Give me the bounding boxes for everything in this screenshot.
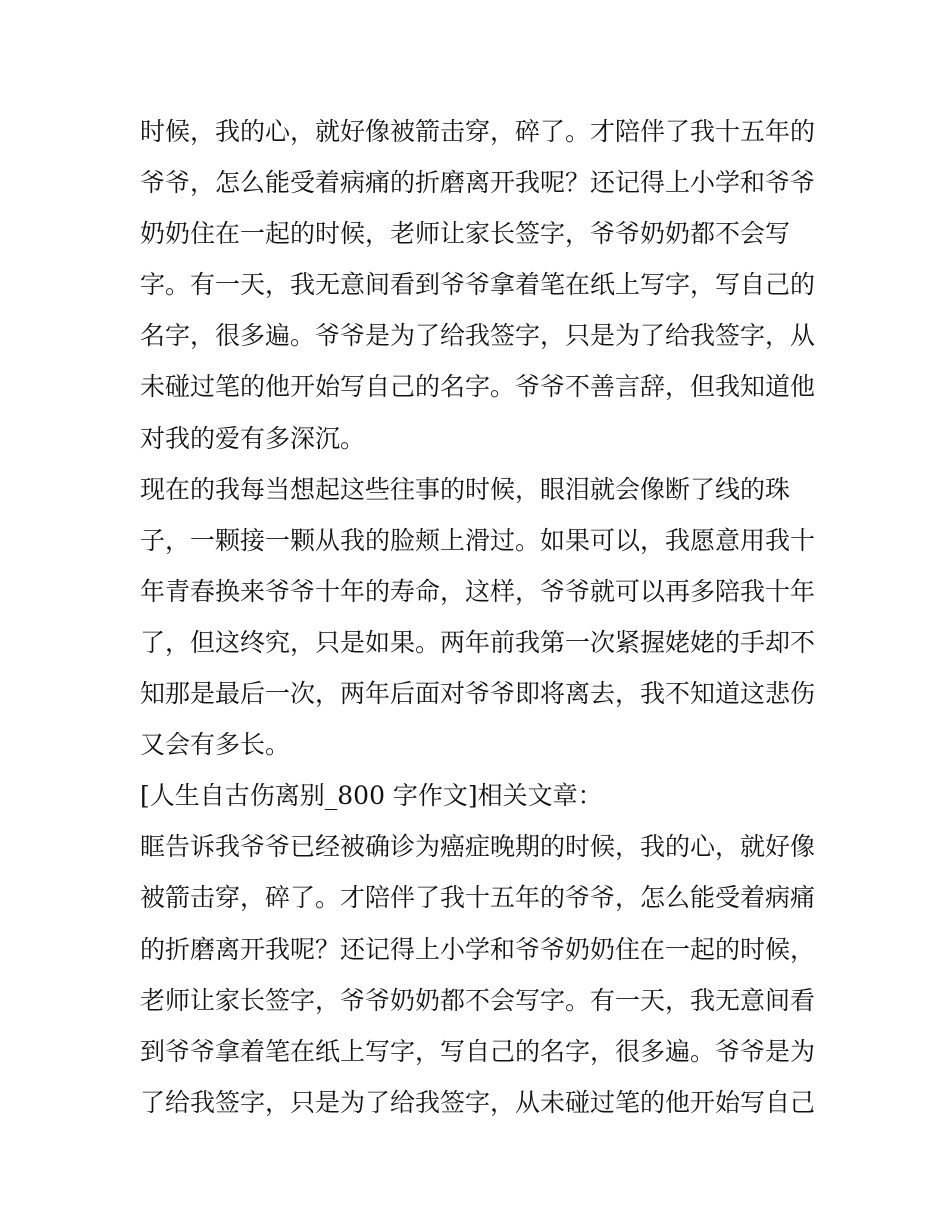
text-line: 被箭击穿，碎了。才陪伴了我十五年的爷爷，怎么能受着病痛 — [140, 883, 816, 913]
text-line: 子，一颗接一颗从我的脸颊上滑过。如果可以，我愿意用我十 — [140, 525, 816, 555]
text-line: 未碰过笔的他开始写自己的名字。爷爷不善言辞，但我知道他 — [140, 372, 816, 402]
text-line: 字。有一天，我无意间看到爷爷拿着笔在纸上写字，写自己的 — [140, 270, 816, 300]
text-line: 名字，很多遍。爷爷是为了给我签字，只是为了给我签字，从 — [140, 321, 816, 351]
text-line: 奶奶住在一起的时候，老师让家长签字，爷爷奶奶都不会写 — [140, 219, 791, 249]
text-line: 的折磨离开我呢？还记得上小学和爷爷奶奶住在一起的时候， — [140, 934, 816, 964]
text-line: 老师让家长签字，爷爷奶奶都不会写字。有一天，我无意间看 — [140, 985, 816, 1015]
text-line: 眶告诉我爷爷已经被确诊为癌症晚期的时候，我的心，就好像 — [140, 832, 816, 862]
text-line: 对我的爱有多深沉。 — [140, 423, 366, 453]
text-line: 到爷爷拿着笔在纸上写字，写自己的名字，很多遍。爷爷是为 — [140, 1036, 816, 1066]
text-line: 又会有多长。 — [140, 730, 291, 760]
text-line: 了，但这终究，只是如果。两年前我第一次紧握姥姥的手却不 — [140, 627, 816, 657]
text-line: 了给我签字，只是为了给我签字，从未碰过笔的他开始写自己 — [140, 1087, 816, 1117]
text-line: 知那是最后一次，两年后面对爷爷即将离去，我不知道这悲伤 — [140, 679, 816, 709]
text-line: 时候，我的心，就好像被箭击穿，碎了。才陪伴了我十五年的 — [140, 117, 816, 146]
text-line: 现在的我每当想起这些往事的时候，眼泪就会像断了线的珠 — [140, 474, 791, 504]
related-articles-heading: [人生自古伤离别_800 字作文]相关文章： — [140, 781, 603, 811]
text-line: 爷爷，怎么能受着病痛的折磨离开我呢？还记得上小学和爷爷 — [140, 168, 816, 198]
text-line: 年青春换来爷爷十年的寿命，这样，爷爷就可以再多陪我十年 — [140, 576, 816, 606]
document-body — [140, 106, 820, 1128]
